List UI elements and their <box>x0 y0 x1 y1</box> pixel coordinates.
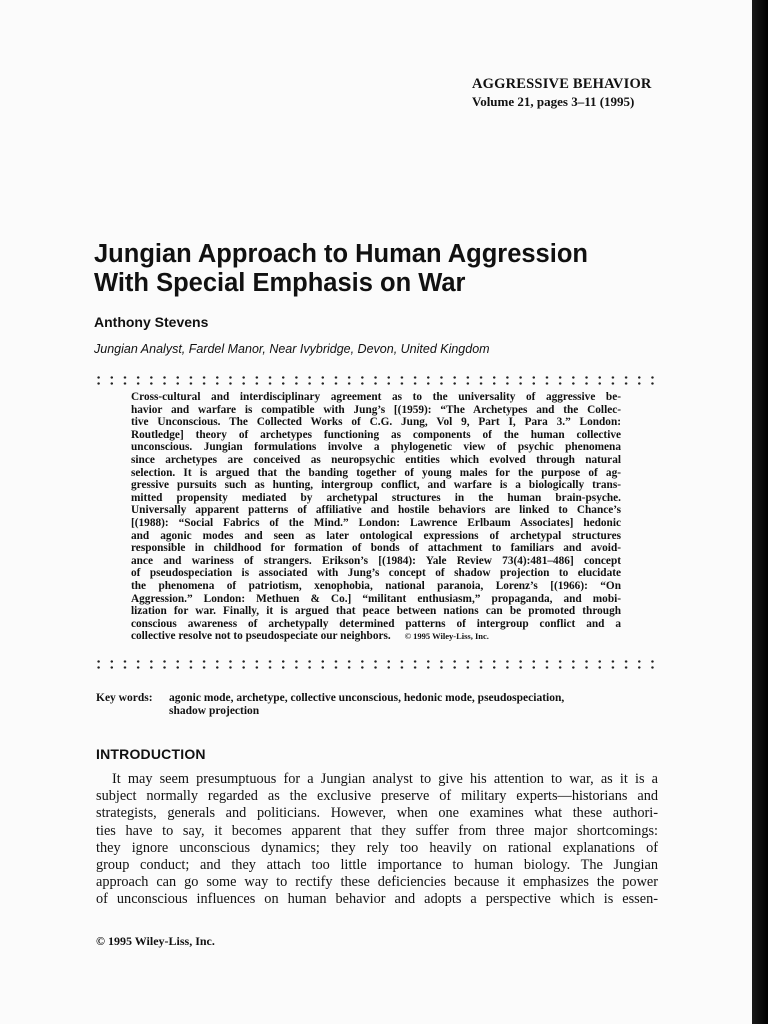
section-heading-introduction: INTRODUCTION <box>96 746 206 762</box>
abstract-line: since archetypes are conceived as neuropsychic entities which evolved through natural <box>131 453 621 466</box>
abstract-line: Aggression.” London: Methuen & Co.] “militant enthusiasm,” propaganda, and mobi- <box>131 592 621 605</box>
abstract <box>131 391 621 643</box>
footer-copyright: © 1995 Wiley-Liss, Inc. <box>96 934 215 948</box>
author-affiliation: Jungian Analyst, Fardel Manor, Near Ivybridge, Devon, United Kingdom <box>94 342 490 356</box>
abstract-line: selection. It is argued that the banding together of young males for the purpose of ag- <box>131 466 621 479</box>
abstract-line: mitted propensity mediated by archetypal structures in the human brain-psyche. <box>131 491 621 504</box>
abstract-line: of pseudospeciation is associated with Jung’s concept of shadow projection to elucidate <box>131 567 621 580</box>
abstract-line: [(1988): “Social Fabrics of the Mind.” London: Lawrence Erlbaum Associates] hedonic <box>131 516 621 529</box>
abstract-line: unconscious. Jungian formulations involve a phylogenetic view of psychic phenomena <box>131 441 621 454</box>
keywords-line: agonic mode, archetype, collective unconscious, hedonic mode, pseudospeciation, <box>169 692 565 704</box>
body-line: ties have to say, it becomes apparent that they suffer from three major shortcomings: <box>96 822 658 839</box>
abstract-line: lization for war. Finally, it is argued that peace between nations can be promoted through <box>131 605 621 618</box>
body-line: approach can go some way to rectify these deficiencies because it emphasizes the power <box>96 874 658 891</box>
abstract-line: Cross-cultural and interdisciplinary agreement as to the universality of aggressive be- <box>131 391 621 403</box>
article-title <box>94 240 694 298</box>
title-line: With Special Emphasis on War <box>94 269 466 297</box>
abstract-line: ance and wariness of strangers. Erikson’s [(1984): Yale Review 73(4):481–486] concept <box>131 554 621 567</box>
scan-edge-shadow <box>752 0 768 1024</box>
title-line: Jungian Approach to Human Aggression <box>94 240 588 268</box>
abstract-line: Universally apparent patterns of affiliative and hostile behaviors are linked to Chance’s <box>131 504 621 517</box>
journal-volume: Volume 21, pages 3–11 (1995) <box>472 94 635 109</box>
introduction-paragraph <box>96 771 658 909</box>
dotted-rule-bottom <box>92 659 658 673</box>
abstract-last-text: collective resolve not to pseudospeciate our neighbors. <box>131 630 391 643</box>
body-line: subject normally regarded as the exclusive preserve of military experts—historians and <box>96 788 658 805</box>
abstract-line: gressive pursuits such as hunting, intergroup conflict, and warfare is a biologically trans- <box>131 479 621 492</box>
abstract-line: Routledge] theory of archetypes functioning as components of the human collective <box>131 428 621 441</box>
abstract-copyright: © 1995 Wiley-Liss, Inc. <box>404 631 489 642</box>
body-line: group conduct; and they attach too little importance to human biology. The Jungian <box>96 856 658 873</box>
body-line: strategists, generals and politicians. However, when one examines what these authori- <box>96 805 658 822</box>
abstract-line: havior and warfare is compatible with Jung’s [(1959): “The Archetypes and the Collec- <box>131 403 621 416</box>
abstract-line: tive Unconscious. The Collected Works of C.G. Jung, Vol 9, Part I, Para 3.” London: <box>131 416 621 429</box>
abstract-line: and agonic modes and seen as later ontological expressions of archetypal structures <box>131 529 621 542</box>
journal-header <box>472 76 652 110</box>
keywords-list <box>169 692 661 718</box>
body-line: they ignore unconscious dynamics; they rely too heavily on rational explanations of <box>96 839 658 856</box>
keywords-line: shadow projection <box>169 705 260 717</box>
abstract-last-line <box>131 630 621 643</box>
keywords-label: Key words: <box>96 692 153 704</box>
body-line: of unconscious influences on human behavior and adopts a perspective which is essen- <box>96 891 658 908</box>
abstract-line: responsible in childhood for formation of bonds of attachment to familiars and avoid- <box>131 542 621 555</box>
author-name: Anthony Stevens <box>94 314 209 330</box>
journal-name: AGGRESSIVE BEHAVIOR <box>472 76 652 92</box>
body-line: It may seem presumptuous for a Jungian analyst to give his attention to war, as it is a <box>112 771 658 787</box>
dotted-rule-top <box>92 375 658 389</box>
abstract-line: the phenomena of patriotism, xenophobia, national paranoia, Lorenz’s [(1966): “On <box>131 579 621 592</box>
abstract-line: conscious awareness of archetypally determined patterns of intergroup conflict and a <box>131 617 621 630</box>
